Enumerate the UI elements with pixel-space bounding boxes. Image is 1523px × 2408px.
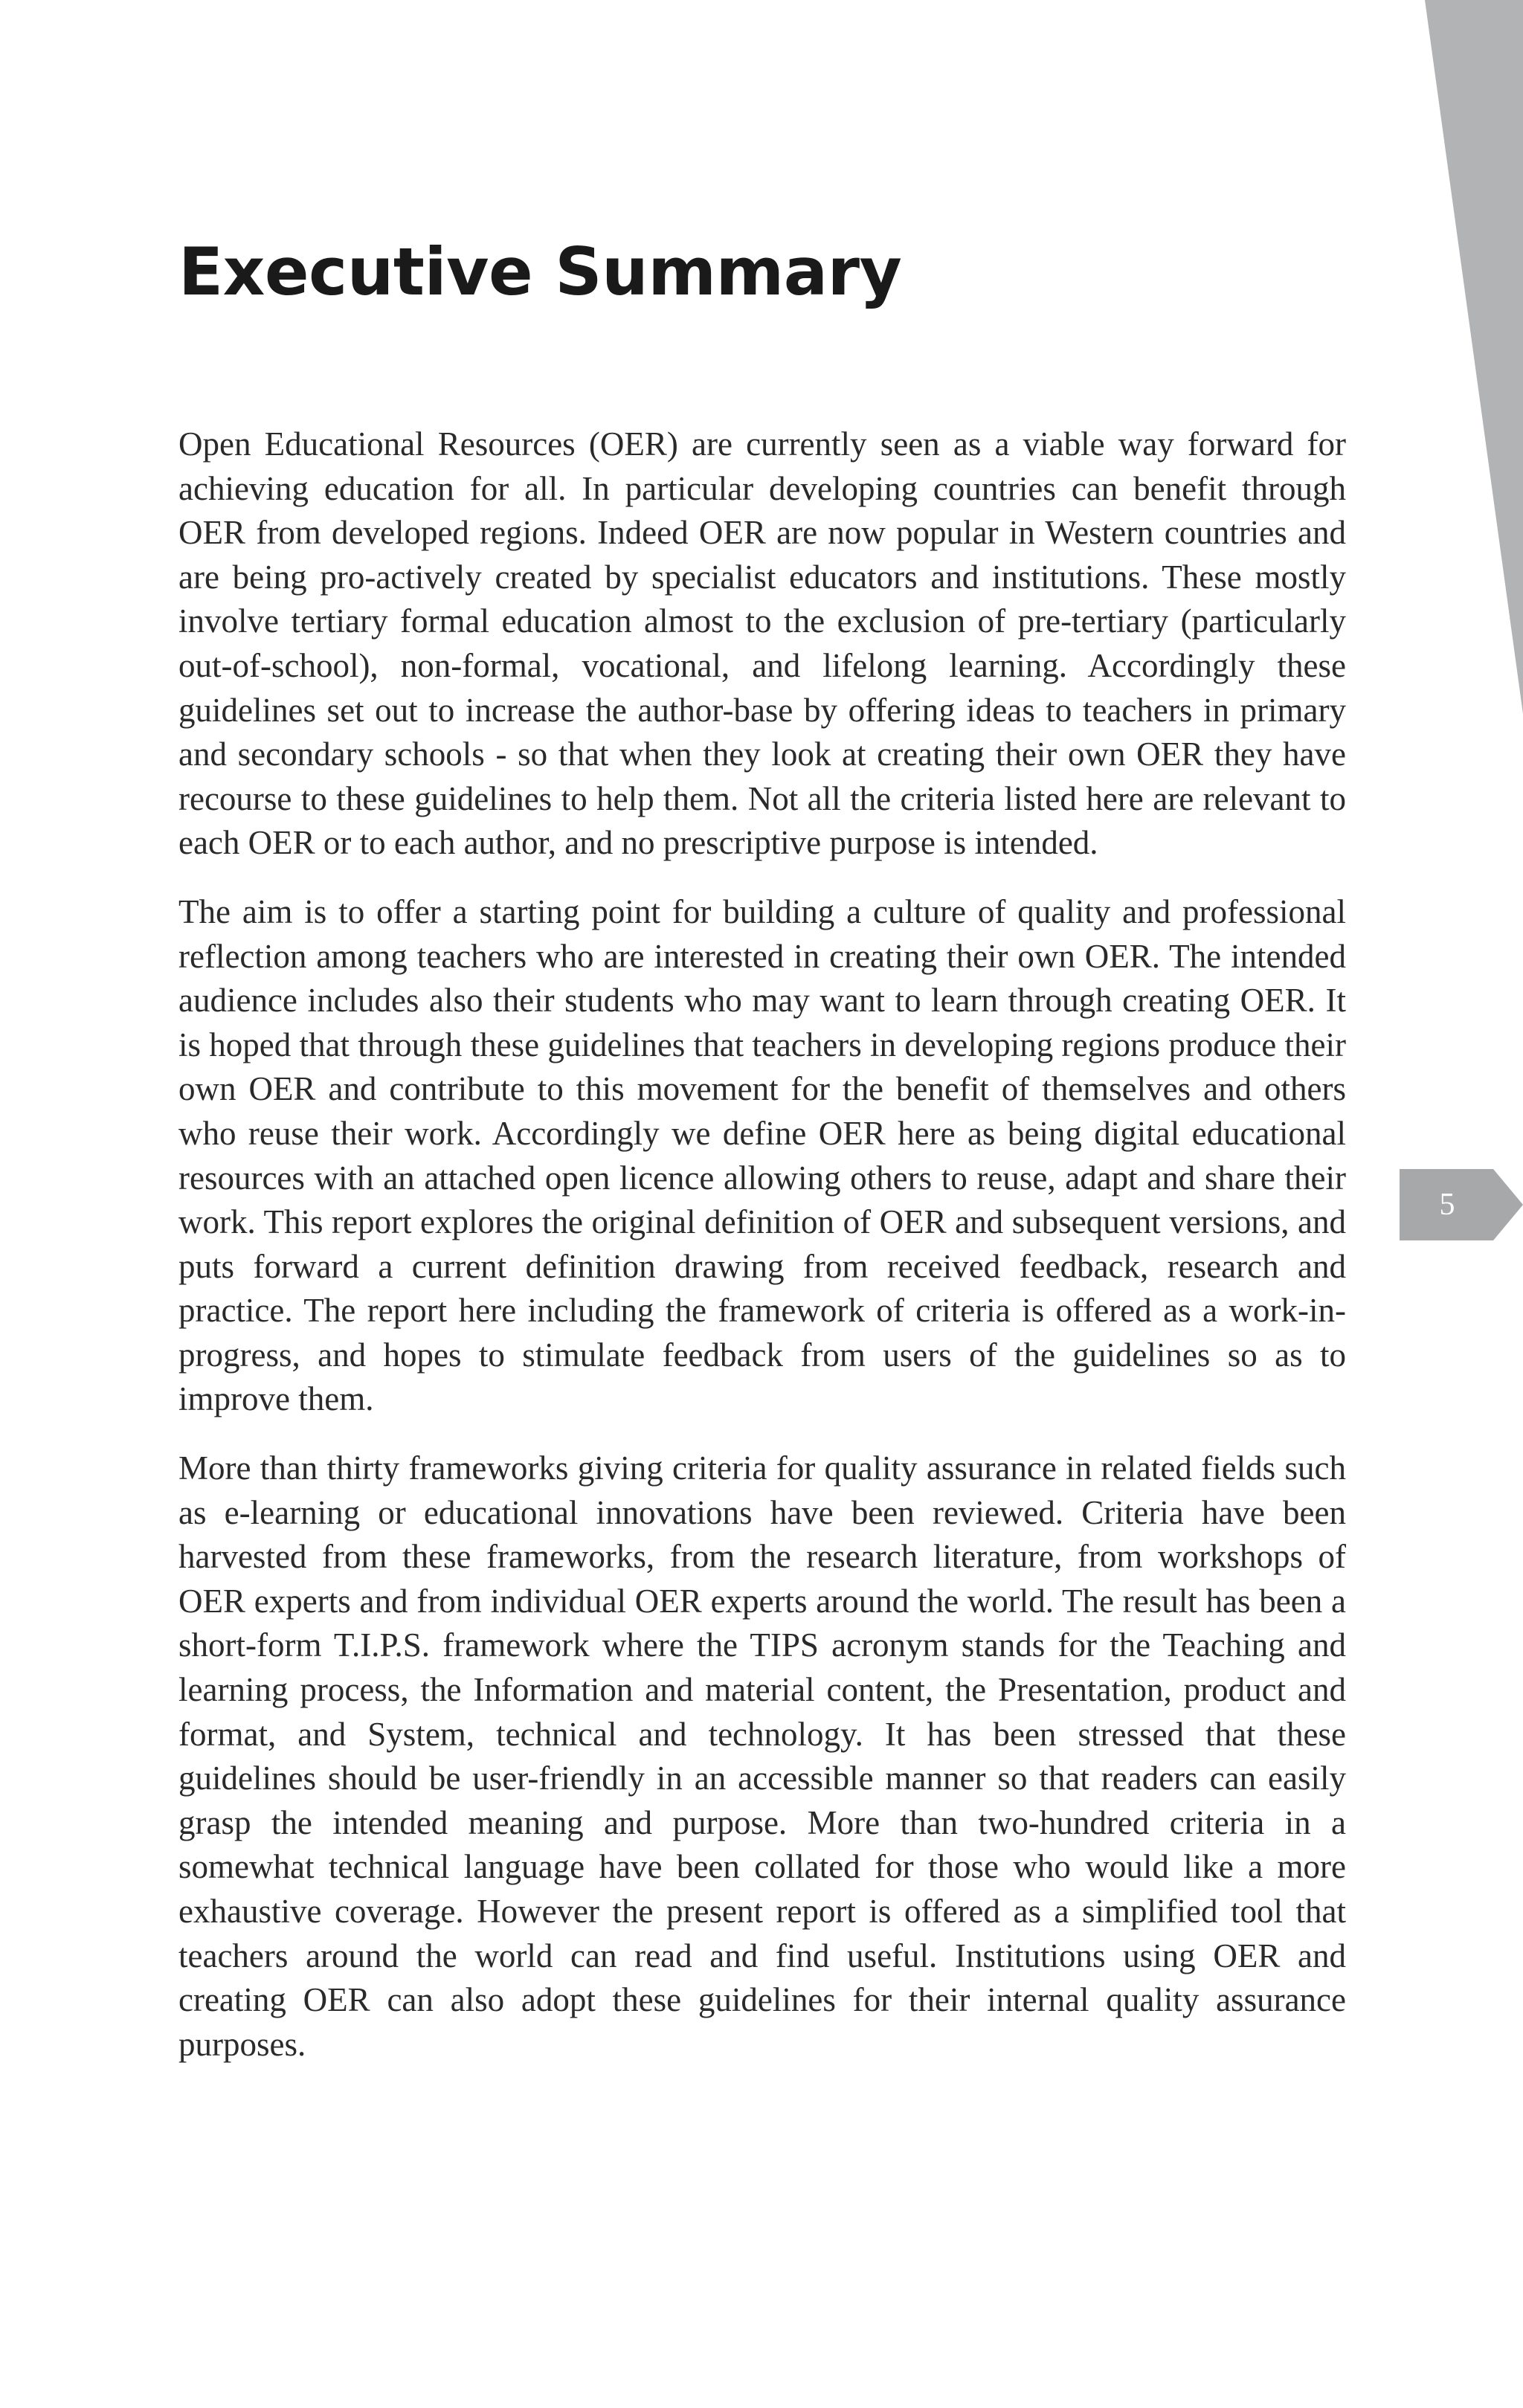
paragraph-2: The aim is to offer a starting point for building a culture of quality and professional reflection among teachers who are interested in creating their own OER. The intended audience includes also their students who may want to learn through creating OER. It is hoped that through these guidelines that teachers in developing regions produce their own OER and contribute to this movement for the benefit of themselves and others who reuse their work. Accordingly we define OER here as being digital educational resources with an attached open licence allowing others to reuse, adapt and share their work. This report explores the original definition of OER and subsequent versions, and puts forward a current definition drawing from received feedback, research and practice. The report here including the framework of criteria is offered as a work-in-progress, and hopes to stimulate feedback from users of the guidelines so as to improve them. bbox=[178, 892, 1346, 1418]
body-text bbox=[178, 422, 1346, 2091]
page-title: Executive Summary bbox=[178, 234, 902, 310]
page-number: 5 bbox=[1439, 1188, 1455, 1222]
paragraph-3: More than thirty frameworks giving criteria for quality assurance in related fields such as e-learning or educational innovations have been reviewed. Criteria have been harvested from these frameworks, from the research literature, from workshops of OER experts and from individual OER experts around the world. The result has been a short-form T.I.P.S. framework where the TIPS acronym stands for the Teaching and learning process, the Information and material content, the Presentation, product and format, and System, technical and technology. It has been stressed that these guidelines should be user-friendly in an accessible manner so that readers can easily grasp the intended meaning and purpose. More than two-hundred criteria in a somewhat technical language have been collated for those who would like a more exhaustive coverage. However the present report is offered as a simplified tool that teachers around the world can read and find useful. Institutions using OER and creating OER can also adopt these guidelines for their internal quality assurance purposes. bbox=[178, 1449, 1346, 2063]
paragraph-1: Open Educational Resources (OER) are currently seen as a viable way forward for achieving education for all. In particular developing countries can benefit through OER from developed regions. Indeed OER are now popular in Western countries and are being pro-actively created by specialist educators and institutions. These mostly involve tertiary formal education almost to the exclusion of pre-tertiary (particularly out-of-school), non-formal, vocational, and lifelong learning. Accordingly these guidelines set out to increase the author-base by offering ideas to teachers in primary and secondary schools - so that when they look at creating their own OER they have recourse to these guidelines to help them. Not all the criteria listed here are relevant to each OER or to each author, and no prescriptive purpose is intended. bbox=[178, 425, 1346, 862]
